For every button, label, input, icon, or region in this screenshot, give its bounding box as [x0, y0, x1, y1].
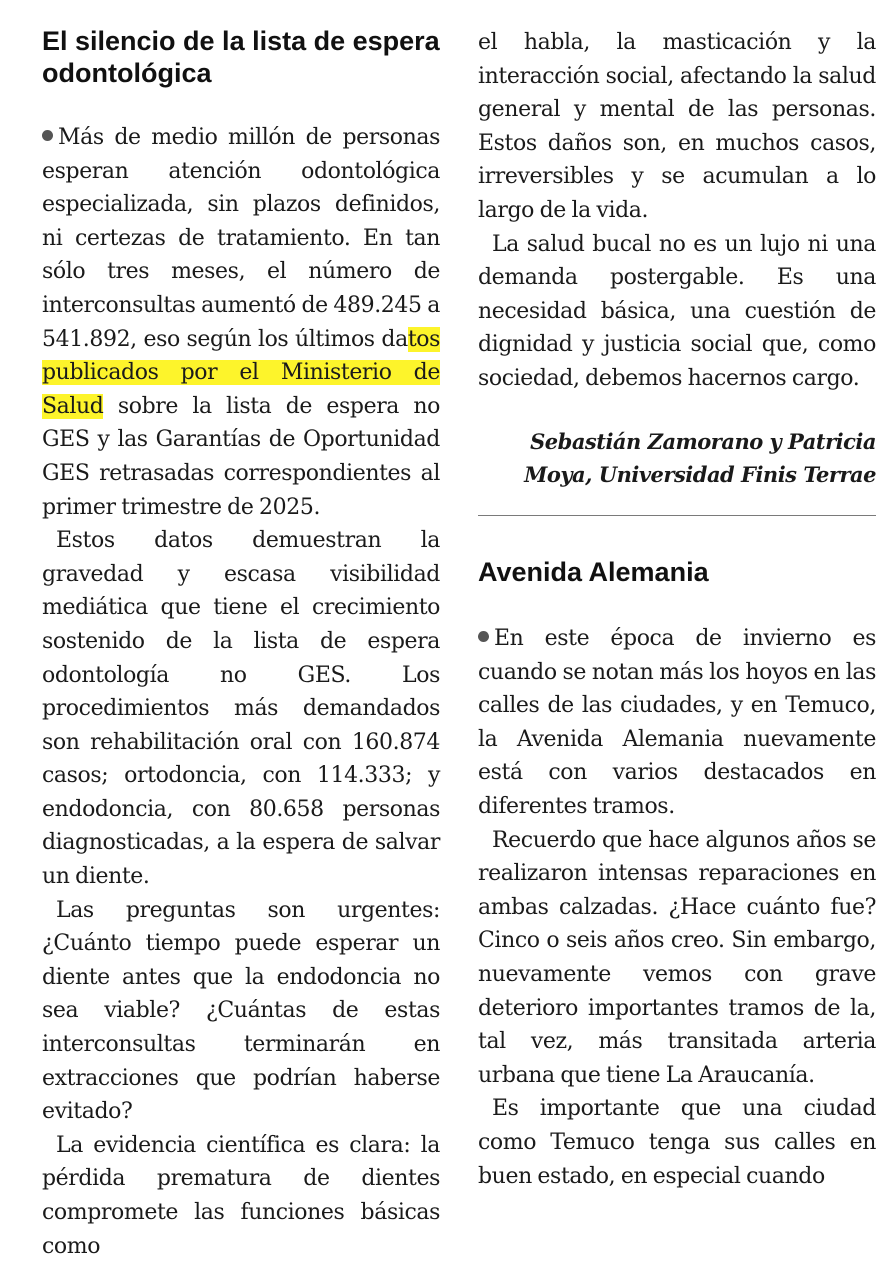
paragraph-3: Las preguntas son urgentes: ¿Cuánto tiempo puede esperar un diente antes que la endodoncia no sea viable? ¿Cuántas de estas interconsultas terminarán en extracciones que podrían haberse evitado?	[42, 897, 440, 1125]
signature-line-2: Moya, Universidad Finis Terrae	[524, 462, 876, 487]
author-signature	[478, 425, 876, 491]
headline-lista-espera: El silencio de la lista de espera odontológica	[42, 26, 440, 88]
paragraph-av-3: Es importante que una ciudad como Temuco tenga sus calles en buen estado, en especial cuando	[478, 1096, 876, 1189]
section-divider	[478, 515, 876, 516]
signature-line-1: Sebastián Zamorano y Patricia	[530, 429, 876, 454]
article-body-avenida-alemania	[478, 622, 876, 1193]
headline-avenida-alemania: Avenida Alemania	[478, 557, 709, 587]
paragraph-cont-2: La salud bucal no es un lujo ni una demanda postergable. Es una necesidad básica, una cuestión de dignidad y justicia social que, como sociedad, debemos hacernos cargo.	[478, 231, 876, 391]
paragraph-4: La evidencia científica es clara: la pérdida prematura de dientes compromete las funciones básicas como	[42, 1132, 440, 1259]
bullet-icon	[478, 631, 489, 642]
paragraph-2: Estos datos demuestran la gravedad y escasa visibilidad mediática que tiene el crecimiento sostenido de la lista de espera odontología no GES. Los procedimientos más demandados son rehabilitación oral con 160.874 casos; ortodoncia, con 114.333; y endodoncia, con 80.658 personas diagnosticadas, a la espera de salvar un diente.	[42, 528, 440, 890]
paragraph-av-2: Recuerdo que hace algunos años se realizaron intensas reparaciones en ambas calzadas. ¿Hace cuánto fue? Cinco o seis años creo. Sin embargo, nuevamente vemos con grave deterioro importantes tramos de la, tal vez, más transitada arteria urbana que tiene La Araucanía.	[478, 827, 876, 1088]
highlighted-text: tos publicados por el Ministerio de	[42, 326, 440, 386]
article-body-lista-espera	[42, 121, 440, 1263]
article-continuation	[478, 26, 876, 396]
paragraph-av-1: En este época de invierno es cuando se notan más los hoyos en las calles de las ciudades, y en Temuco, la Avenida Alemania nuevamente está con varios destacados en diferentes tramos.	[478, 626, 876, 819]
highlighted-text: Salud	[42, 393, 104, 419]
paragraph-cont-1: el habla, la masticación y la interacción social, afectando la salud general y mental de las personas. Estos daños son, en muchos casos, irreversibles y se acumulan a lo largo de la vida.	[478, 30, 876, 223]
bullet-icon	[42, 130, 53, 141]
paragraph-1: Más de medio millón de personas esperan atención odontológica especializada, sin plazos definidos, ni certezas de tratamiento. En tan sólo tres meses, el número de interconsultas aumentó de 489.245 a 541.892, eso según los últimos datos publicados por el Ministerio de Salud sobre la lista de espera no GES y las Garantías de Oportunidad GES retrasadas correspondientes al primer trimestre de 2025.	[42, 125, 440, 520]
